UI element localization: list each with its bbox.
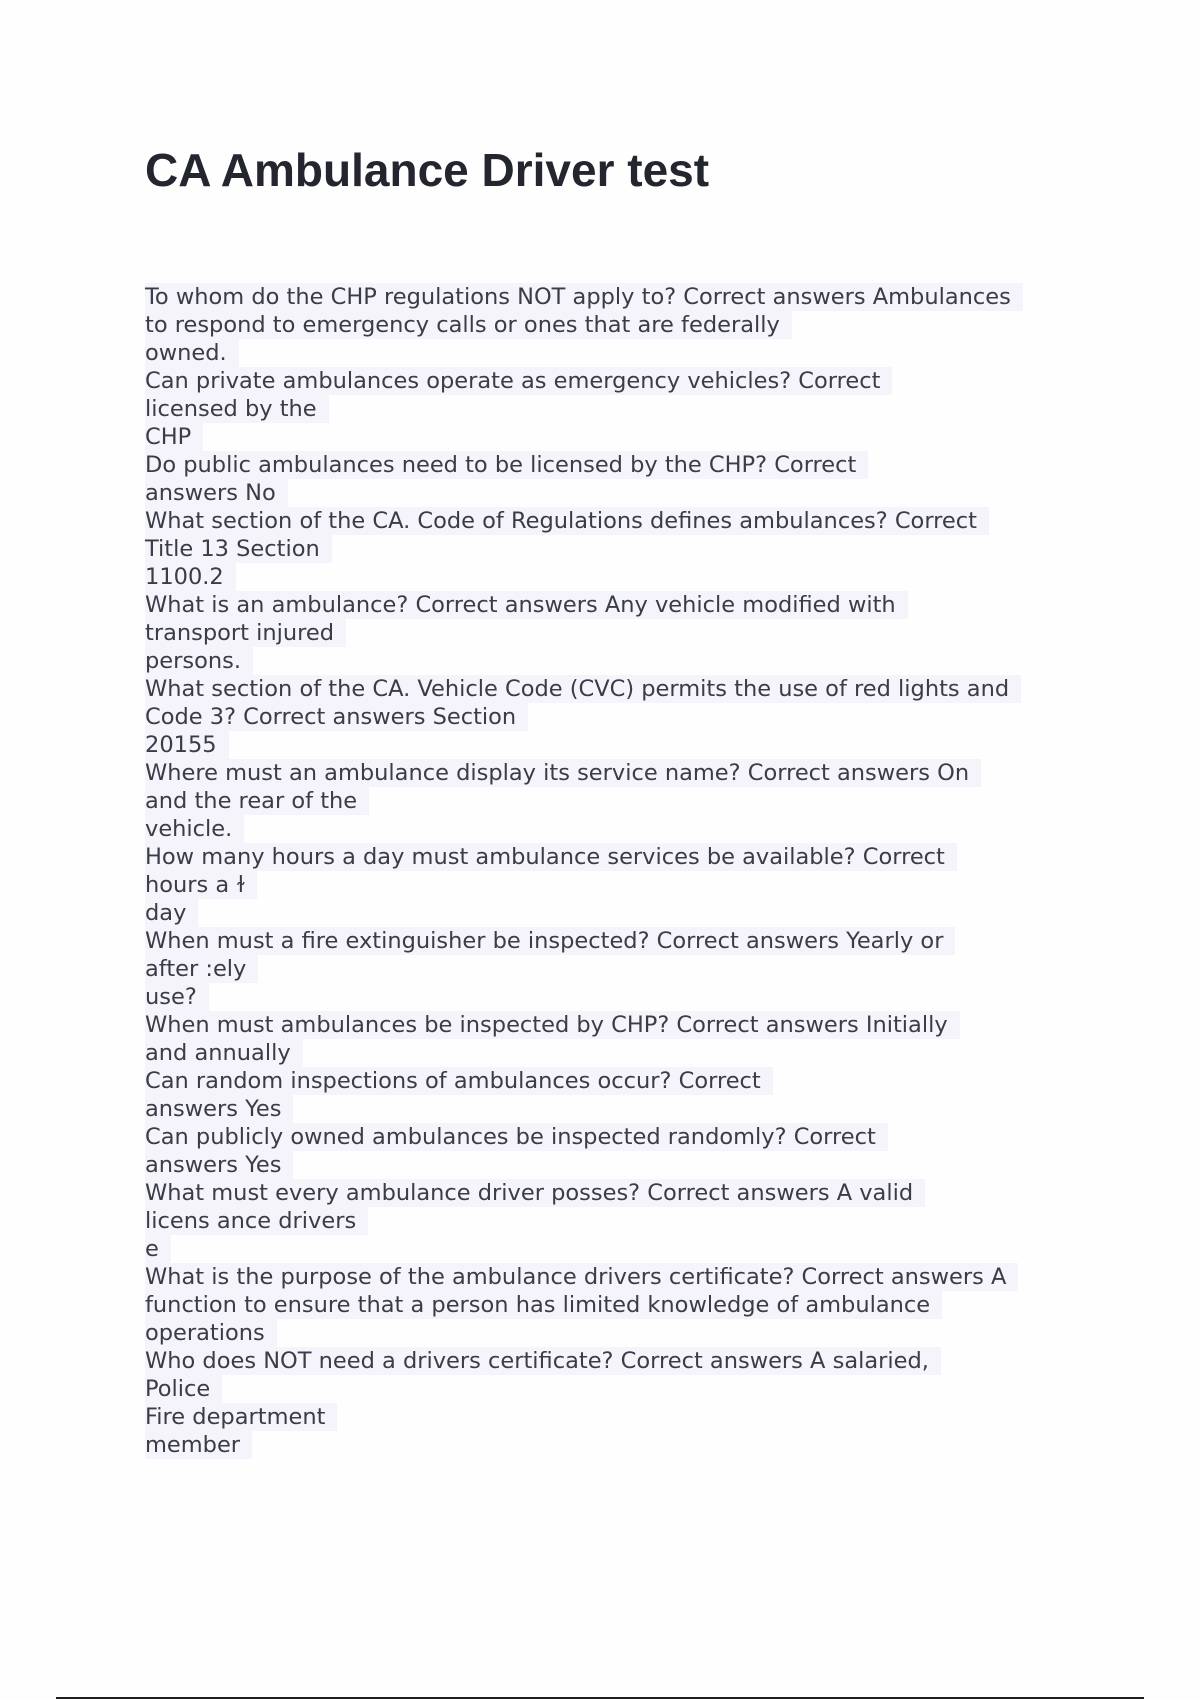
text-line: vehicle.	[145, 815, 244, 843]
text-line: Can random inspections of ambulances occur? Correct	[145, 1067, 773, 1095]
text-line: Can private ambulances operate as emergency vehicles? Correct	[145, 367, 892, 395]
text-line: and the rear of the	[145, 787, 369, 815]
text-line: What section of the CA. Vehicle Code (CVC) permits the use of red lights and	[145, 675, 1021, 703]
text-line: Police	[145, 1375, 222, 1403]
text-line: e	[145, 1235, 171, 1263]
text-line: How many hours a day must ambulance services be available? Correct	[145, 843, 957, 871]
text-line: to respond to emergency calls or ones that are federally	[145, 311, 792, 339]
text-line: CHP	[145, 423, 203, 451]
text-line: What is the purpose of the ambulance drivers certificate? Correct answers A	[145, 1263, 1018, 1291]
qa-text-block	[145, 283, 1090, 1459]
text-line: function to ensure that a person has limited knowledge of ambulance	[145, 1291, 942, 1319]
text-line: answers No	[145, 479, 288, 507]
text-line: and annually	[145, 1039, 303, 1067]
text-line: Code 3? Correct answers Section	[145, 703, 528, 731]
text-line: When must a fire extinguisher be inspected? Correct answers Yearly or	[145, 927, 955, 955]
text-line: Where must an ambulance display its service name? Correct answers On	[145, 759, 981, 787]
text-line: day	[145, 899, 198, 927]
text-line: What section of the CA. Code of Regulations defines ambulances? Correct	[145, 507, 989, 535]
text-line: When must ambulances be inspected by CHP? Correct answers Initially	[145, 1011, 960, 1039]
footer-divider	[56, 1697, 1144, 1699]
text-line: persons.	[145, 647, 253, 675]
text-line: answers Yes	[145, 1151, 293, 1179]
text-line: What is an ambulance? Correct answers Any vehicle modified with	[145, 591, 908, 619]
text-line: licens ance drivers	[145, 1207, 368, 1235]
text-line: What must every ambulance driver posses? Correct answers A valid	[145, 1179, 925, 1207]
text-line: Can publicly owned ambulances be inspected randomly? Correct	[145, 1123, 888, 1151]
text-line: licensed by the	[145, 395, 329, 423]
text-line: owned.	[145, 339, 239, 367]
text-line: after :ely	[145, 955, 258, 983]
document-title: CA Ambulance Driver test	[145, 144, 710, 196]
text-line: transport injured	[145, 619, 346, 647]
text-line: Fire department	[145, 1403, 337, 1431]
text-line: hours a ɫ	[145, 871, 257, 899]
text-line: member	[145, 1431, 252, 1459]
text-line: Title 13 Section	[145, 535, 332, 563]
text-line: Do public ambulances need to be licensed by the CHP? Correct	[145, 451, 868, 479]
text-line: To whom do the CHP regulations NOT apply to? Correct answers Ambulances	[145, 283, 1023, 311]
text-line: answers Yes	[145, 1095, 293, 1123]
text-line: operations	[145, 1319, 277, 1347]
text-line: 1100.2	[145, 563, 236, 591]
text-line: Who does NOT need a drivers certificate? Correct answers A salaried,	[145, 1347, 941, 1375]
text-line: 20155	[145, 731, 229, 759]
text-line: use?	[145, 983, 209, 1011]
